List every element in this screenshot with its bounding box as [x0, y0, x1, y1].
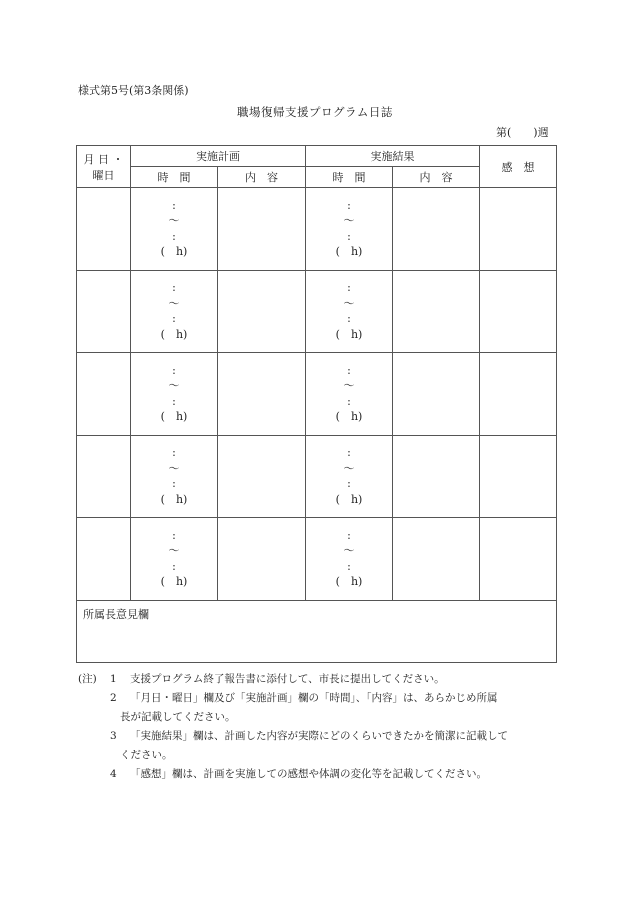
result-time-cell[interactable] [306, 435, 393, 518]
plan-time-cell[interactable] [131, 518, 218, 601]
hours: ( h) [335, 327, 363, 341]
tilde: 〜 [343, 214, 355, 228]
note-continuation: ください。 [120, 749, 173, 761]
plan-time-cell[interactable] [131, 270, 218, 353]
plan-content-cell[interactable] [218, 435, 306, 518]
tilde: 〜 [168, 461, 180, 475]
start-time: : [347, 281, 351, 295]
header-date [77, 146, 131, 188]
date-cell[interactable] [77, 435, 131, 518]
supervisor-opinion-label: 所属長意見欄 [83, 608, 149, 621]
start-time: : [172, 528, 176, 542]
result-content-cell[interactable] [393, 435, 480, 518]
notes-section [78, 670, 558, 784]
note-text: 「実施結果」欄は、計画した内容が実際にどのくらいできたかを簡潔に記載して [130, 730, 508, 742]
end-time: : [347, 477, 351, 491]
result-time-cell[interactable] [306, 188, 393, 271]
hours: ( h) [160, 245, 188, 259]
end-time: : [347, 312, 351, 326]
result-content-cell[interactable] [393, 270, 480, 353]
note-text: 「月日・曜日」欄及び「実施計画」欄の「時間」、「内容」は、あらかじめ所属 [130, 692, 498, 704]
tilde: 〜 [168, 544, 180, 558]
page-title: 職場復帰支援プログラム日誌 [237, 105, 393, 119]
form-number: 様式第5号(第3条関係) [78, 84, 189, 97]
hours: ( h) [335, 575, 363, 589]
note-continuation: 長が記載してください。 [120, 711, 236, 723]
tilde: 〜 [343, 296, 355, 310]
header-date-line1: 月 日 ・ [83, 152, 124, 166]
result-time-cell[interactable] [306, 353, 393, 436]
hours: ( h) [335, 410, 363, 424]
notes-label-spacer [78, 689, 110, 708]
end-time: : [347, 229, 351, 243]
start-time: : [172, 281, 176, 295]
notes-label-spacer [78, 765, 110, 784]
note-item [78, 765, 558, 784]
impressions-cell[interactable] [480, 188, 557, 271]
header-plan: 実施計画 [131, 146, 306, 167]
tilde: 〜 [168, 379, 180, 393]
result-time-cell[interactable] [306, 270, 393, 353]
impressions-cell[interactable] [480, 270, 557, 353]
header-result-time: 時 間 [306, 167, 393, 188]
supervisor-opinion-box[interactable] [76, 600, 557, 663]
note-item [78, 670, 558, 689]
start-time: : [172, 446, 176, 460]
tilde: 〜 [168, 214, 180, 228]
end-time: : [172, 559, 176, 573]
daily-log-table [76, 145, 557, 601]
hours: ( h) [160, 410, 188, 424]
start-time: : [172, 198, 176, 212]
date-cell[interactable] [77, 353, 131, 436]
hours: ( h) [160, 575, 188, 589]
hours: ( h) [160, 327, 188, 341]
impressions-cell[interactable] [480, 518, 557, 601]
end-time: : [172, 477, 176, 491]
tilde: 〜 [343, 379, 355, 393]
hours: ( h) [335, 245, 363, 259]
result-content-cell[interactable] [393, 518, 480, 601]
plan-content-cell[interactable] [218, 188, 306, 271]
start-time: : [347, 528, 351, 542]
notes-label-spacer [78, 727, 110, 746]
end-time: : [347, 559, 351, 573]
start-time: : [347, 446, 351, 460]
plan-content-cell[interactable] [218, 270, 306, 353]
plan-time-cell[interactable] [131, 435, 218, 518]
header-impressions: 感 想 [480, 146, 557, 188]
result-content-cell[interactable] [393, 188, 480, 271]
table-row [77, 270, 557, 353]
start-time: : [347, 198, 351, 212]
date-cell[interactable] [77, 188, 131, 271]
start-time: : [347, 363, 351, 377]
note-item [78, 727, 558, 746]
note-text: 支援プログラム終了報告書に添付して、市長に提出してください。 [130, 673, 445, 685]
end-time: : [172, 229, 176, 243]
hours: ( h) [160, 492, 188, 506]
note-item [78, 689, 558, 708]
table-row [77, 353, 557, 436]
table-row [77, 518, 557, 601]
notes-label: (注) [78, 673, 97, 685]
header-result: 実施結果 [306, 146, 480, 167]
note-number: 1 [110, 673, 117, 685]
note-number: 3 [110, 730, 117, 742]
header-plan-content: 内 容 [218, 167, 306, 188]
header-date-line2: 曜日 [92, 168, 115, 182]
note-number: 2 [110, 692, 117, 704]
end-time: : [347, 394, 351, 408]
result-time-cell[interactable] [306, 518, 393, 601]
end-time: : [172, 394, 176, 408]
table-row [77, 435, 557, 518]
plan-time-cell[interactable] [131, 188, 218, 271]
header-result-content: 内 容 [393, 167, 480, 188]
table-row [77, 188, 557, 271]
result-content-cell[interactable] [393, 353, 480, 436]
start-time: : [172, 363, 176, 377]
impressions-cell[interactable] [480, 435, 557, 518]
tilde: 〜 [168, 296, 180, 310]
plan-time-cell[interactable] [131, 353, 218, 436]
week-number-field[interactable]: 第( )週 [496, 126, 549, 139]
date-cell[interactable] [77, 270, 131, 353]
note-text: 「感想」欄は、計画を実施しての感想や体調の変化等を記載してください。 [130, 768, 487, 780]
tilde: 〜 [343, 461, 355, 475]
end-time: : [172, 312, 176, 326]
tilde: 〜 [343, 544, 355, 558]
impressions-cell[interactable] [480, 353, 557, 436]
date-cell[interactable] [77, 518, 131, 601]
header-plan-time: 時 間 [131, 167, 218, 188]
hours: ( h) [335, 492, 363, 506]
plan-content-cell[interactable] [218, 518, 306, 601]
plan-content-cell[interactable] [218, 353, 306, 436]
note-number: 4 [110, 768, 117, 780]
